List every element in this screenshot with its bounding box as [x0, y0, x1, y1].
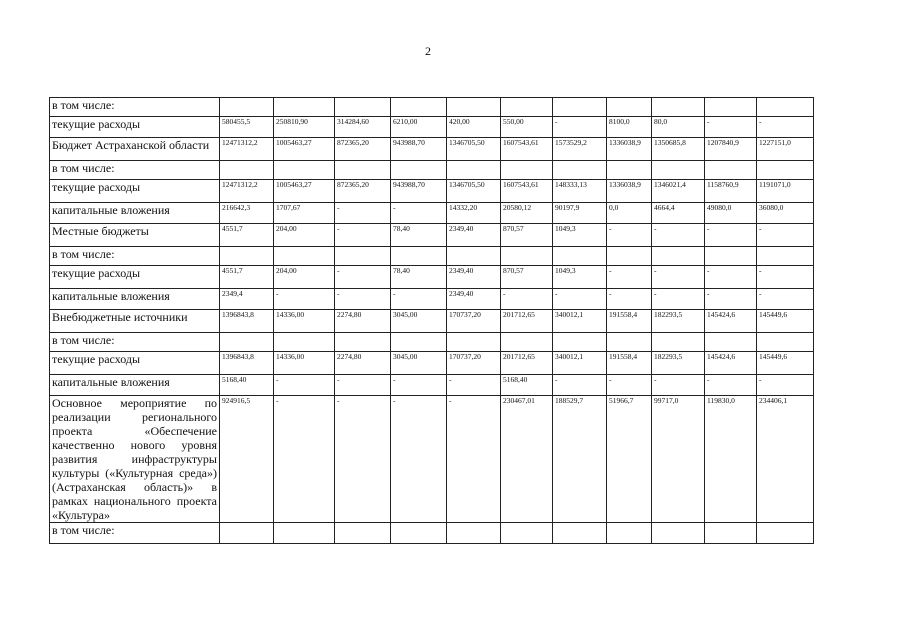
value-cell	[501, 247, 553, 266]
value-cell: -	[335, 289, 391, 310]
value-cell	[391, 333, 447, 352]
value-cell: -	[553, 375, 607, 396]
value-cell: -	[652, 266, 705, 289]
value-cell: 12471312,2	[220, 180, 274, 203]
value-cell: 1607543,61	[501, 138, 553, 161]
value-cell	[607, 98, 652, 117]
table-row	[50, 333, 814, 352]
table-row	[50, 375, 814, 396]
row-label: в том числе:	[50, 98, 220, 117]
value-cell	[447, 333, 501, 352]
value-cell	[335, 161, 391, 180]
value-cell: 78,40	[391, 224, 447, 247]
value-cell: 80,0	[652, 117, 705, 138]
value-cell: 201712,65	[501, 352, 553, 375]
value-cell: -	[391, 203, 447, 224]
value-cell: 170737,20	[447, 310, 501, 333]
table-row	[50, 224, 814, 247]
value-cell: 250810,90	[274, 117, 335, 138]
value-cell: -	[652, 375, 705, 396]
value-cell	[220, 523, 274, 544]
row-label: капитальные вложения	[50, 375, 220, 396]
value-cell: -	[274, 396, 335, 523]
value-cell	[652, 523, 705, 544]
value-cell	[553, 523, 607, 544]
table-body	[50, 98, 814, 544]
value-cell: 78,40	[391, 266, 447, 289]
value-cell: 119830,0	[705, 396, 757, 523]
value-cell: 6210,00	[391, 117, 447, 138]
value-cell: -	[553, 117, 607, 138]
value-cell: 1336038,9	[607, 180, 652, 203]
value-cell: -	[607, 266, 652, 289]
value-cell: 14336,00	[274, 352, 335, 375]
value-cell: 191558,4	[607, 352, 652, 375]
row-label: текущие расходы	[50, 266, 220, 289]
value-cell	[220, 247, 274, 266]
value-cell	[607, 523, 652, 544]
value-cell: 51966,7	[607, 396, 652, 523]
value-cell	[447, 523, 501, 544]
value-cell: 4551,7	[220, 266, 274, 289]
value-cell: 420,00	[447, 117, 501, 138]
value-cell: 49080,0	[705, 203, 757, 224]
value-cell	[391, 98, 447, 117]
value-cell	[652, 247, 705, 266]
value-cell: 1607543,61	[501, 180, 553, 203]
table-row	[50, 203, 814, 224]
value-cell	[757, 247, 814, 266]
value-cell: -	[705, 266, 757, 289]
value-cell	[705, 247, 757, 266]
value-cell	[391, 247, 447, 266]
value-cell	[705, 98, 757, 117]
value-cell	[274, 98, 335, 117]
value-cell: 1005463,27	[274, 180, 335, 203]
value-cell	[335, 247, 391, 266]
value-cell: 4664,4	[652, 203, 705, 224]
value-cell: 188529,7	[553, 396, 607, 523]
value-cell: 1049,3	[553, 266, 607, 289]
value-cell: 1336038,9	[607, 138, 652, 161]
value-cell: 145424,6	[705, 352, 757, 375]
value-cell: -	[757, 224, 814, 247]
value-cell: -	[391, 375, 447, 396]
value-cell: 1396843,8	[220, 352, 274, 375]
value-cell: -	[391, 396, 447, 523]
value-cell: -	[757, 375, 814, 396]
value-cell	[757, 98, 814, 117]
table-row	[50, 117, 814, 138]
value-cell: -	[757, 117, 814, 138]
table-row	[50, 98, 814, 117]
value-cell: -	[335, 203, 391, 224]
table-row	[50, 523, 814, 544]
value-cell: 872365,20	[335, 180, 391, 203]
value-cell: 580455,5	[220, 117, 274, 138]
value-cell: -	[705, 117, 757, 138]
value-cell: 2274,80	[335, 352, 391, 375]
value-cell: 0,0	[607, 203, 652, 224]
value-cell: 170737,20	[447, 352, 501, 375]
value-cell: 870,57	[501, 266, 553, 289]
row-label: Внебюджетные источники	[50, 310, 220, 333]
value-cell	[447, 161, 501, 180]
value-cell: 2349,40	[447, 266, 501, 289]
value-cell: -	[274, 375, 335, 396]
value-cell: -	[274, 289, 335, 310]
value-cell	[220, 98, 274, 117]
value-cell: -	[391, 289, 447, 310]
value-cell	[757, 523, 814, 544]
value-cell	[705, 333, 757, 352]
value-cell: 2349,40	[447, 224, 501, 247]
value-cell	[335, 333, 391, 352]
row-label: в том числе:	[50, 247, 220, 266]
value-cell	[553, 333, 607, 352]
value-cell: 14336,00	[274, 310, 335, 333]
value-cell	[607, 247, 652, 266]
value-cell	[553, 247, 607, 266]
value-cell	[274, 523, 335, 544]
value-cell	[447, 247, 501, 266]
value-cell: 1346705,50	[447, 180, 501, 203]
value-cell	[501, 523, 553, 544]
row-label: в том числе:	[50, 523, 220, 544]
value-cell: 1350685,8	[652, 138, 705, 161]
value-cell: -	[607, 289, 652, 310]
value-cell: 234406,1	[757, 396, 814, 523]
row-label: текущие расходы	[50, 352, 220, 375]
value-cell	[705, 161, 757, 180]
row-label: в том числе:	[50, 333, 220, 352]
value-cell	[652, 98, 705, 117]
row-label: капитальные вложения	[50, 289, 220, 310]
value-cell: -	[757, 266, 814, 289]
value-cell: 12471312,2	[220, 138, 274, 161]
value-cell: 20580,12	[501, 203, 553, 224]
value-cell: 145424,6	[705, 310, 757, 333]
row-label: Основное мероприятие по реализации регионального проекта «Обеспечение качественно нового уровня развития инфраструктуры культуры («Культурная среда») (Астраханская область)» в рамках национального проекта «Культура»	[50, 396, 220, 523]
page-number: 2	[425, 44, 431, 58]
value-cell: 1707,67	[274, 203, 335, 224]
value-cell: 191558,4	[607, 310, 652, 333]
value-cell: -	[553, 289, 607, 310]
value-cell	[447, 98, 501, 117]
value-cell: 230467,01	[501, 396, 553, 523]
value-cell	[607, 161, 652, 180]
table-row	[50, 396, 814, 523]
value-cell: -	[705, 224, 757, 247]
value-cell: -	[447, 375, 501, 396]
value-cell: 870,57	[501, 224, 553, 247]
value-cell: 340012,1	[553, 352, 607, 375]
value-cell: 201712,65	[501, 310, 553, 333]
value-cell: 99717,0	[652, 396, 705, 523]
value-cell	[391, 523, 447, 544]
table-row	[50, 352, 814, 375]
row-label: капитальные вложения	[50, 203, 220, 224]
value-cell: 182293,5	[652, 352, 705, 375]
value-cell	[274, 333, 335, 352]
row-label: в том числе:	[50, 161, 220, 180]
value-cell	[652, 333, 705, 352]
table-row	[50, 247, 814, 266]
value-cell: -	[705, 375, 757, 396]
value-cell: -	[652, 289, 705, 310]
value-cell	[607, 333, 652, 352]
value-cell: 943988,70	[391, 138, 447, 161]
value-cell: 1207840,9	[705, 138, 757, 161]
row-label: текущие расходы	[50, 180, 220, 203]
table-row	[50, 138, 814, 161]
value-cell: -	[335, 266, 391, 289]
value-cell: 36080,0	[757, 203, 814, 224]
value-cell: 1573529,2	[553, 138, 607, 161]
value-cell	[274, 161, 335, 180]
value-cell	[501, 161, 553, 180]
value-cell: 924916,5	[220, 396, 274, 523]
value-cell: 90197,9	[553, 203, 607, 224]
budget-table	[49, 97, 814, 544]
value-cell: -	[652, 224, 705, 247]
value-cell: 2349,40	[447, 289, 501, 310]
value-cell: -	[447, 396, 501, 523]
value-cell: -	[501, 289, 553, 310]
value-cell: 148333,13	[553, 180, 607, 203]
table-row	[50, 289, 814, 310]
table-row	[50, 310, 814, 333]
value-cell: 216642,3	[220, 203, 274, 224]
table-row	[50, 180, 814, 203]
value-cell: 3045,00	[391, 310, 447, 333]
value-cell: 2349,4	[220, 289, 274, 310]
value-cell	[553, 98, 607, 117]
value-cell	[274, 247, 335, 266]
value-cell	[220, 161, 274, 180]
table-row	[50, 266, 814, 289]
value-cell: 872365,20	[335, 138, 391, 161]
value-cell: -	[335, 375, 391, 396]
value-cell: 314284,60	[335, 117, 391, 138]
value-cell	[391, 161, 447, 180]
value-cell: 1005463,27	[274, 138, 335, 161]
value-cell: 8100,0	[607, 117, 652, 138]
value-cell	[335, 523, 391, 544]
value-cell	[335, 98, 391, 117]
value-cell: 204,00	[274, 266, 335, 289]
value-cell: 1191071,0	[757, 180, 814, 203]
value-cell: -	[607, 375, 652, 396]
value-cell: 1158760,9	[705, 180, 757, 203]
value-cell	[757, 333, 814, 352]
value-cell	[553, 161, 607, 180]
row-label: текущие расходы	[50, 117, 220, 138]
value-cell	[501, 333, 553, 352]
value-cell: 1227151,0	[757, 138, 814, 161]
value-cell: 5168,40	[501, 375, 553, 396]
value-cell	[705, 523, 757, 544]
value-cell: -	[335, 396, 391, 523]
value-cell	[757, 161, 814, 180]
value-cell: -	[607, 224, 652, 247]
value-cell: 2274,80	[335, 310, 391, 333]
value-cell: -	[757, 289, 814, 310]
value-cell: 1396843,8	[220, 310, 274, 333]
value-cell: 943988,70	[391, 180, 447, 203]
value-cell: 14332,20	[447, 203, 501, 224]
value-cell: 145449,6	[757, 352, 814, 375]
value-cell: 1346021,4	[652, 180, 705, 203]
value-cell	[220, 333, 274, 352]
value-cell: 1346705,50	[447, 138, 501, 161]
value-cell: 4551,7	[220, 224, 274, 247]
table-row	[50, 161, 814, 180]
value-cell: 550,00	[501, 117, 553, 138]
row-label: Местные бюджеты	[50, 224, 220, 247]
value-cell: -	[705, 289, 757, 310]
value-cell	[652, 161, 705, 180]
value-cell: 204,00	[274, 224, 335, 247]
value-cell: 145449,6	[757, 310, 814, 333]
value-cell: 340012,1	[553, 310, 607, 333]
value-cell: 5168,40	[220, 375, 274, 396]
value-cell: 182293,5	[652, 310, 705, 333]
value-cell: 1049,3	[553, 224, 607, 247]
value-cell	[501, 98, 553, 117]
value-cell: 3045,00	[391, 352, 447, 375]
value-cell: -	[335, 224, 391, 247]
row-label: Бюджет Астраханской области	[50, 138, 220, 161]
